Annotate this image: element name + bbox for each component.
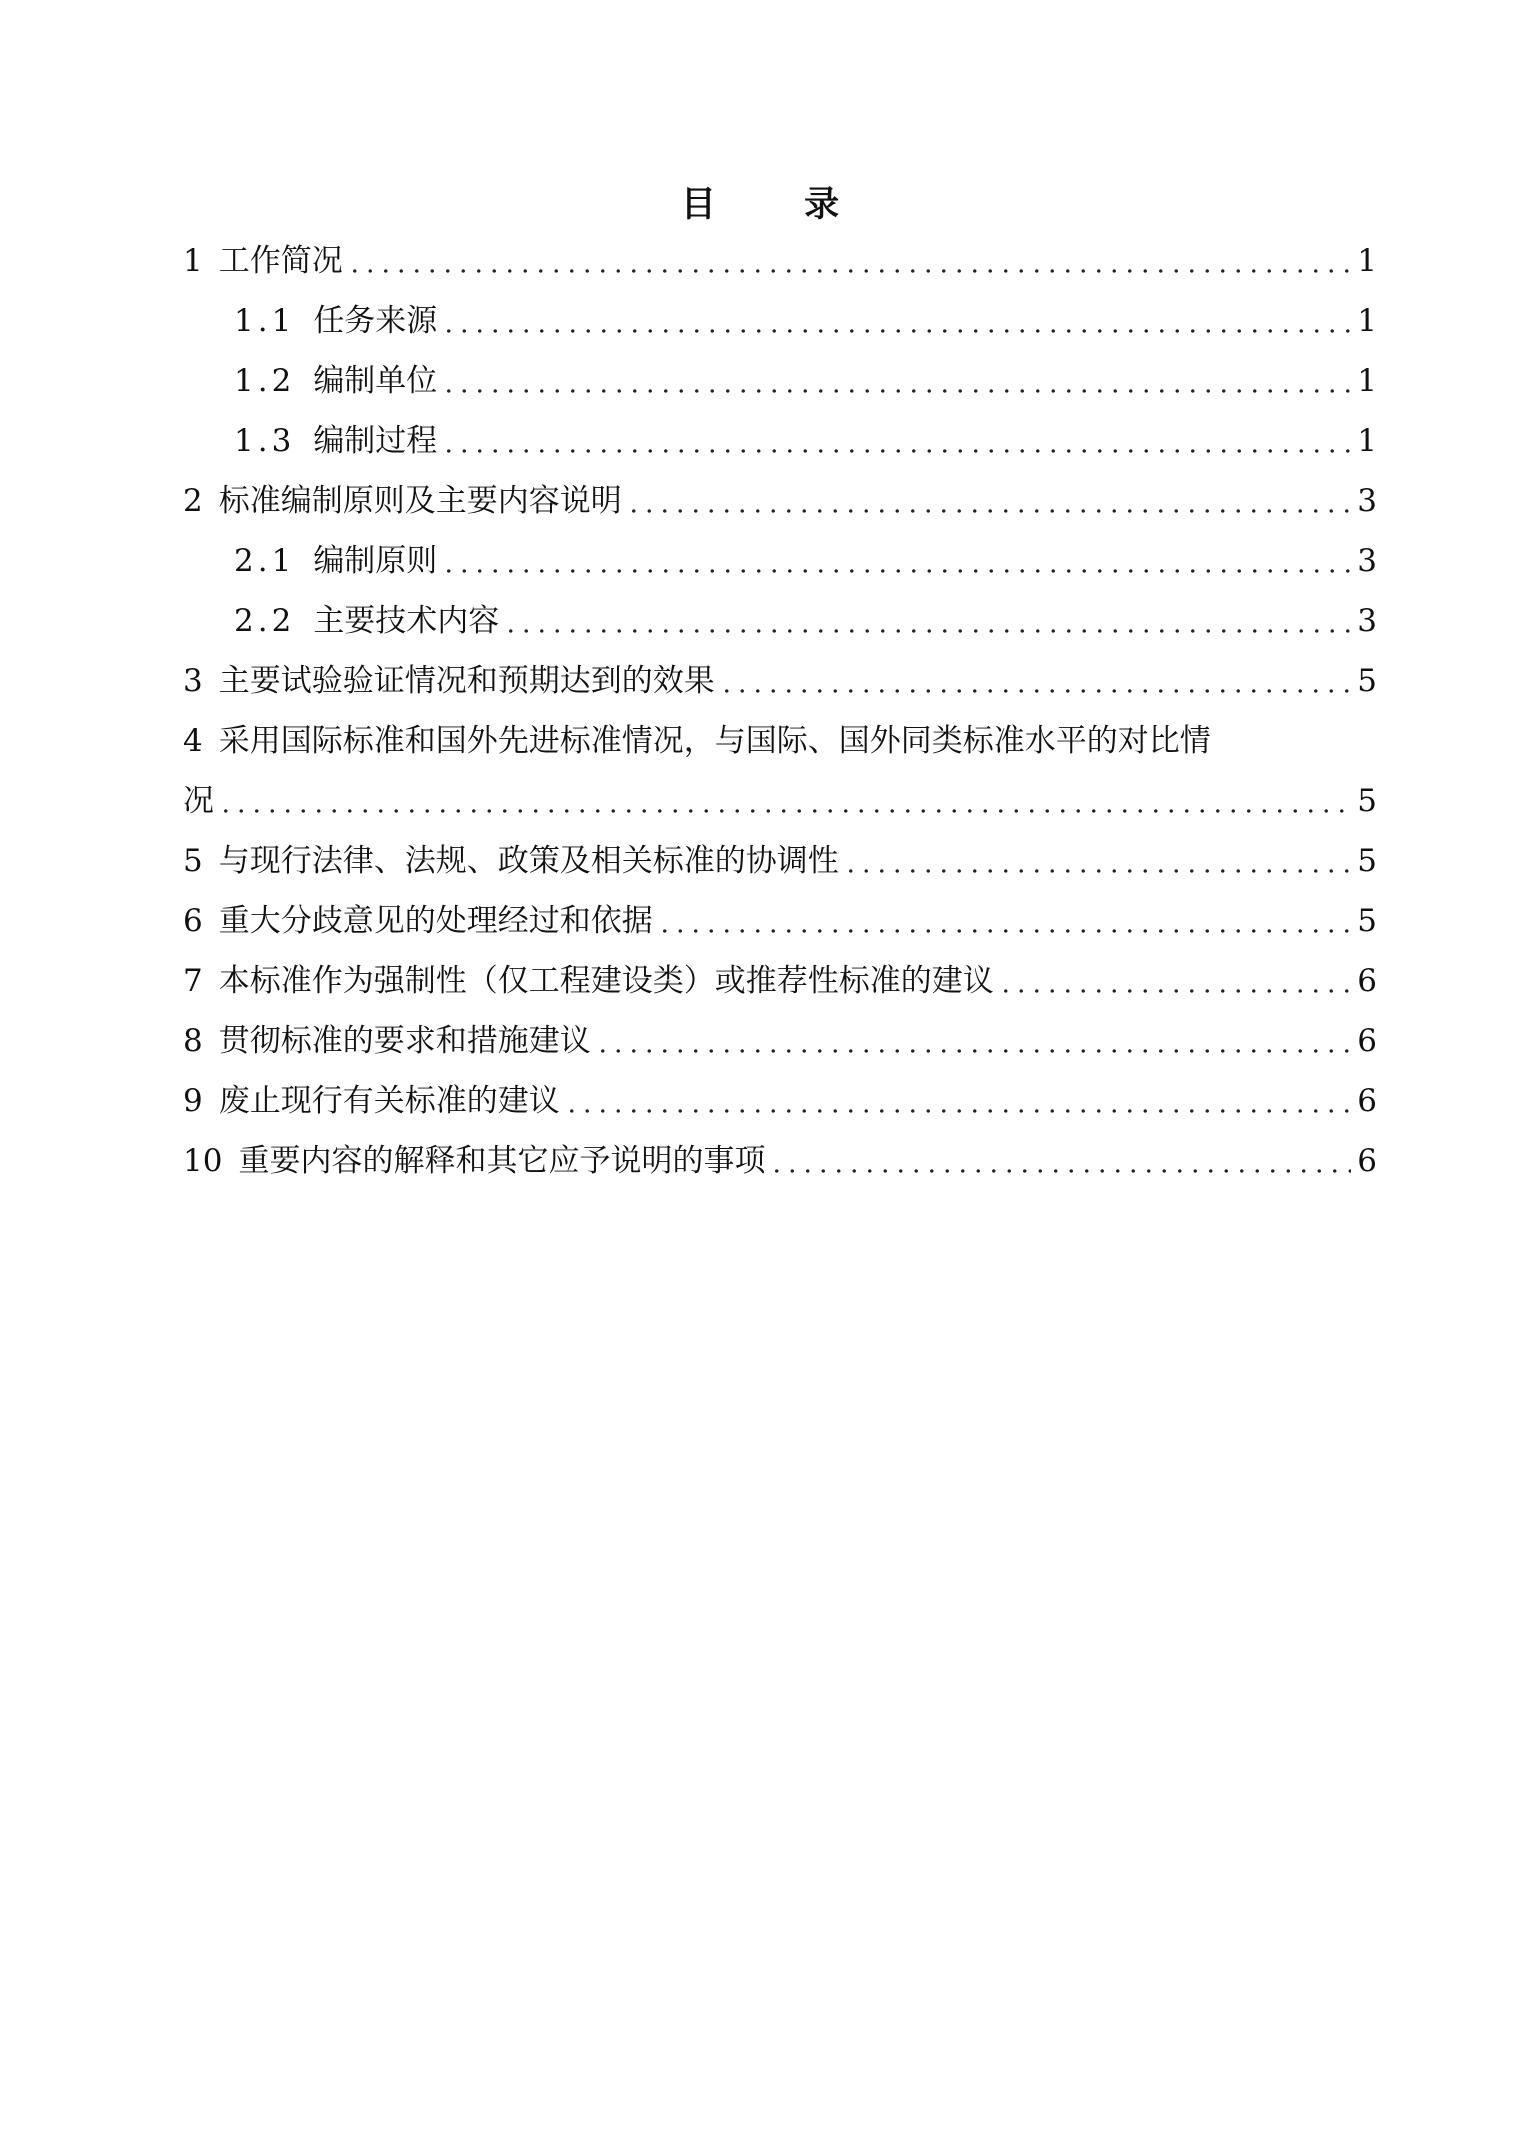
- toc-entry-title: 采用国际标准和国外先进标准情况，与国际、国外同类标准水平的对比情: [218, 723, 1211, 759]
- toc-leader-dots: [441, 328, 1351, 334]
- toc-entry-title: 任务来源: [313, 303, 438, 339]
- toc-leader-dots: [441, 568, 1351, 574]
- toc-entry-title: 工作简况: [218, 243, 343, 279]
- toc-entry-number: 2.1: [234, 543, 296, 579]
- toc-entry-number: 1.1: [234, 303, 296, 339]
- toc-page-number: 1: [1357, 243, 1377, 279]
- toc-page-number: 6: [1357, 1143, 1377, 1179]
- toc-entry[interactable]: [183, 888, 1377, 948]
- toc-entry[interactable]: [183, 468, 1377, 528]
- toc-entry-number: 7: [183, 963, 203, 999]
- toc-entry[interactable]: [183, 1008, 1377, 1068]
- toc-entry-title: 重大分歧意见的处理经过和依据: [218, 903, 653, 939]
- toc-entry[interactable]: [183, 648, 1377, 708]
- toc-leader-dots: [595, 1048, 1352, 1054]
- toc-page-number: 6: [1357, 1083, 1377, 1119]
- toc-leader-dots: [564, 1108, 1352, 1114]
- toc-entry[interactable]: [183, 588, 1377, 648]
- toc-leader-dots: [441, 388, 1351, 394]
- toc-entry-number: 1.3: [234, 423, 296, 459]
- toc-entry[interactable]: [183, 408, 1377, 468]
- toc-page-number: 5: [1357, 783, 1377, 819]
- page-title: 目 录: [680, 184, 878, 225]
- toc-entry-number: 1: [183, 243, 203, 279]
- toc-leader-dots: [657, 928, 1352, 934]
- toc-entry[interactable]: [183, 528, 1377, 588]
- toc-entry[interactable]: [183, 828, 1377, 888]
- toc-entry-title: 废止现行有关标准的建议: [218, 1083, 560, 1119]
- toc-leader-dots: [843, 868, 1352, 874]
- toc-leader-dots: [998, 988, 1352, 994]
- toc-entry-number: 5: [183, 843, 203, 879]
- toc-entry-number: 1.2: [234, 363, 296, 399]
- toc-entry[interactable]: [183, 1068, 1377, 1128]
- toc-entry[interactable]: [183, 288, 1377, 348]
- toc-entry-number: 9: [183, 1083, 203, 1119]
- toc-page-number: 3: [1357, 603, 1377, 639]
- toc-page-number: 5: [1357, 843, 1377, 879]
- toc-page-number: 1: [1357, 363, 1377, 399]
- toc-entry-number: 3: [183, 663, 203, 699]
- table-of-contents: [183, 228, 1377, 1188]
- toc-entry-number: 10: [183, 1143, 223, 1179]
- toc-leader-dots: [347, 268, 1352, 274]
- toc-entry-number: 8: [183, 1023, 203, 1059]
- toc-entry[interactable]: [183, 1128, 1377, 1188]
- toc-leader-dots: [503, 628, 1351, 634]
- toc-entry-title: 编制单位: [313, 363, 438, 399]
- toc-page-number: 3: [1357, 543, 1377, 579]
- toc-entry[interactable]: [183, 348, 1377, 408]
- toc-entry-number: 2.2: [234, 603, 296, 639]
- toc-page-number: 6: [1357, 963, 1377, 999]
- toc-page-number: 3: [1357, 483, 1377, 519]
- toc-entry-number: 4: [183, 723, 203, 759]
- toc-page-number: 5: [1357, 903, 1377, 939]
- toc-page-number: 5: [1357, 663, 1377, 699]
- toc-entry-title: 主要试验验证情况和预期达到的效果: [218, 663, 715, 699]
- toc-entry[interactable]: [183, 228, 1377, 288]
- toc-entry-title: 贯彻标准的要求和措施建议: [218, 1023, 591, 1059]
- toc-entry[interactable]: [183, 708, 1377, 768]
- toc-leader-dots: [441, 448, 1351, 454]
- toc-entry-title: 重要内容的解释和其它应予说明的事项: [238, 1143, 766, 1179]
- toc-leader-dots: [626, 508, 1352, 514]
- toc-entry-title: 况: [183, 783, 214, 819]
- toc-entry-title: 标准编制原则及主要内容说明: [218, 483, 622, 519]
- toc-leader-dots: [218, 808, 1351, 814]
- toc-page-number: 1: [1357, 303, 1377, 339]
- toc-entry-title: 编制过程: [313, 423, 438, 459]
- toc-page-number: 1: [1357, 423, 1377, 459]
- toc-entry[interactable]: [183, 948, 1377, 1008]
- toc-entry-title: 本标准作为强制性（仅工程建设类）或推荐性标准的建议: [218, 963, 994, 999]
- toc-entry-continuation[interactable]: [183, 768, 1377, 828]
- toc-leader-dots: [769, 1168, 1351, 1174]
- toc-entry-number: 6: [183, 903, 203, 939]
- toc-leader-dots: [719, 688, 1352, 694]
- toc-entry-title: 与现行法律、法规、政策及相关标准的协调性: [218, 843, 839, 879]
- toc-entry-number: 2: [183, 483, 203, 519]
- toc-page-number: 6: [1357, 1023, 1377, 1059]
- toc-entry-title: 主要技术内容: [313, 603, 500, 639]
- toc-entry-title: 编制原则: [313, 543, 438, 579]
